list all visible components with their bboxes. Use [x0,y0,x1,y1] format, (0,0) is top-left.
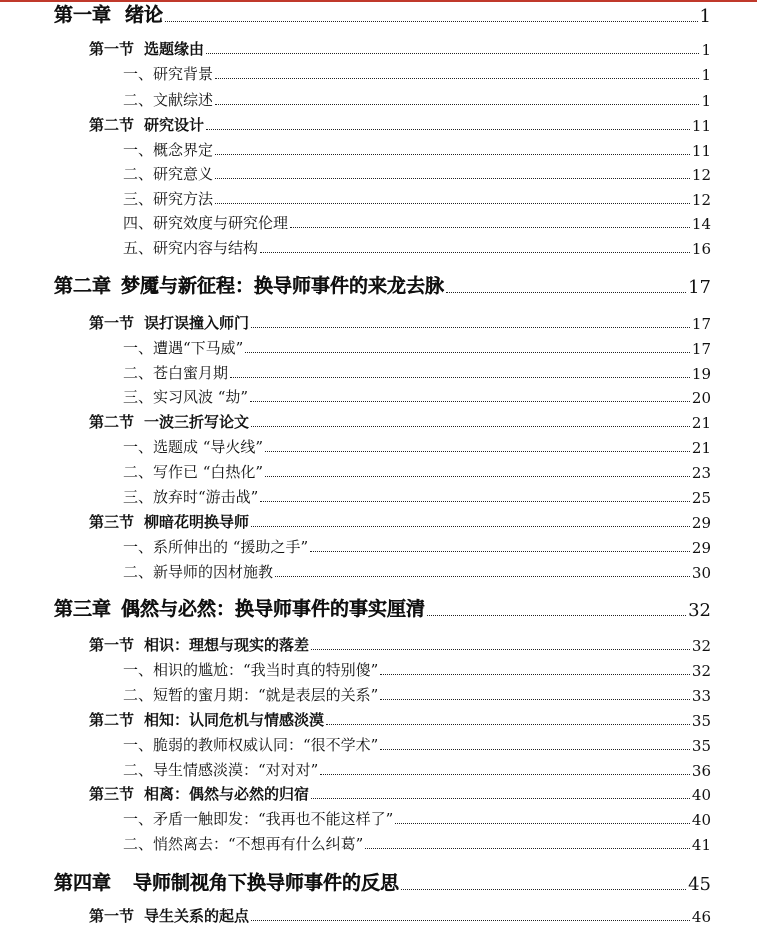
subsection-title: 一、系所伸出的 “援助之手” [123,538,309,556]
dot-leader [380,699,690,700]
subsection-title: 一、矛盾一触即发：“我再也不能这样了” [123,810,394,828]
page-number: 23 [691,464,711,482]
page-number: 11 [691,142,711,160]
dot-leader [215,178,690,179]
page-number: 33 [691,687,711,705]
page-number: 17 [691,340,711,358]
dot-leader [326,724,690,725]
toc-subsection[interactable] [0,185,757,209]
toc-section[interactable] [0,35,757,59]
toc-entry-title [89,634,309,655]
toc-subsection[interactable] [0,383,757,407]
subsection-title: 二、导生情感淡漠：“对对对” [123,761,319,779]
toc-subsection[interactable] [0,533,757,557]
page-number: 32 [688,600,711,621]
page-number: 17 [691,315,711,333]
page-number: 25 [691,489,711,507]
toc-subsection[interactable] [0,656,757,680]
toc-section[interactable] [0,408,757,432]
dot-leader [265,451,690,452]
subsection-title: 三、放弃时“游击战” [123,488,259,506]
page-number: 1 [699,6,711,27]
subsection-title: 二、文献综述 [123,91,214,109]
subsection-title: 一、概念界定 [123,141,214,159]
chapter-title: 梦魇与新征程：换导师事件的来龙去脉 [121,275,445,297]
chapter-title: 绪论 [125,4,164,26]
section-title: 相识：理想与现实的落差 [144,636,310,654]
dot-leader [380,674,690,675]
toc-section[interactable] [0,706,757,730]
subsection-title: 一、脆弱的教师权威认同：“很不学术” [123,736,379,754]
toc-subsection[interactable] [0,209,757,233]
toc-chapter-4[interactable] [0,865,757,895]
dot-leader [320,774,690,775]
toc-subsection[interactable] [0,558,757,582]
page-number: 40 [691,811,711,829]
toc-section[interactable] [0,508,757,532]
section-title: 一波三折写论文 [144,413,250,431]
dot-leader [311,649,690,650]
page-number: 30 [691,564,711,582]
page-number: 12 [691,191,711,209]
dot-leader [251,426,690,427]
dot-leader [230,377,690,378]
section-label: 第一节 [89,40,135,58]
page-number: 35 [691,712,711,730]
section-title: 相离：偶然与必然的归宿 [144,785,310,803]
subsection-title: 一、遭遇“下马威” [123,339,244,357]
toc-chapter-3[interactable] [0,591,757,621]
dot-leader [245,352,690,353]
page-number: 36 [691,762,711,780]
section-label: 第二节 [89,711,135,729]
dot-leader [446,292,686,293]
toc-subsection[interactable] [0,234,757,258]
page-number: 14 [691,215,711,233]
page-number: 35 [691,737,711,755]
toc-subsection[interactable] [0,756,757,780]
dot-leader [215,154,690,155]
chapter-label: 第一章 [54,4,112,26]
toc-subsection[interactable] [0,86,757,110]
section-title: 导生关系的起点 [144,907,250,925]
page-number: 11 [691,117,711,135]
subsection-title: 二、写作已 “白热化” [123,463,264,481]
page-number: 32 [691,662,711,680]
subsection-title: 三、实习风波 “劫” [123,388,249,406]
toc-subsection[interactable] [0,334,757,358]
toc-subsection[interactable] [0,731,757,755]
toc-subsection[interactable] [0,160,757,184]
toc-entry-title [89,905,249,926]
toc-subsection[interactable] [0,830,757,854]
chapter-title: 偶然与必然：换导师事件的事实厘清 [121,598,426,620]
dot-leader [206,53,699,54]
section-label: 第一节 [89,907,135,925]
toc-section[interactable] [0,309,757,333]
toc-subsection[interactable] [0,681,757,705]
dot-leader [265,476,690,477]
page-number: 21 [691,414,711,432]
subsection-title: 二、悄然离去：“不想再有什么纠葛” [123,835,364,853]
toc-entry-title [54,0,163,27]
dot-leader [251,526,690,527]
section-label: 第三节 [89,513,135,531]
dot-leader [365,848,690,849]
page-number: 29 [691,539,711,557]
toc-section[interactable] [0,780,757,804]
page-number: 1 [701,66,711,84]
dot-leader [260,501,690,502]
toc-subsection[interactable] [0,805,757,829]
toc-subsection[interactable] [0,483,757,507]
dot-leader [311,798,690,799]
page-number: 45 [688,874,711,895]
page-number: 32 [691,637,711,655]
section-label: 第一节 [89,314,135,332]
section-title: 相知：认同危机与情感淡漠 [144,711,325,729]
page-number: 1 [701,92,711,110]
chapter-label: 第四章 [54,872,112,894]
subsection-title: 二、苍白蜜月期 [123,364,229,382]
dot-leader [395,823,690,824]
page-number: 29 [691,514,711,532]
subsection-title: 四、研究效度与研究伦理 [123,214,289,232]
subsection-title: 一、研究背景 [123,65,214,83]
toc-entry-title [89,312,249,333]
dot-leader [260,252,690,253]
page-number: 21 [691,439,711,457]
page-number: 19 [691,365,711,383]
toc-subsection[interactable] [0,60,757,84]
page-number: 17 [688,277,711,298]
section-label: 第一节 [89,636,135,654]
page-number: 16 [691,240,711,258]
dot-leader [206,129,690,130]
page-number: 12 [691,166,711,184]
toc-section[interactable] [0,111,757,135]
dot-leader [275,576,690,577]
dot-leader [427,615,686,616]
dot-leader [290,227,690,228]
toc-entry-title [54,594,425,621]
section-title: 选题缘由 [144,40,205,58]
toc-subsection[interactable] [0,136,757,160]
section-title: 柳暗花明换导师 [144,513,250,531]
page-number: 41 [691,836,711,854]
section-title: 误打误撞入师门 [144,314,250,332]
toc-entry-title [54,271,444,298]
subsection-title: 二、新导师的因材施教 [123,563,274,581]
chapter-label: 第三章 [54,598,112,620]
page-number: 20 [691,389,711,407]
page-number: 40 [691,786,711,804]
dot-leader [380,749,690,750]
chapter-title: 导师制视角下换导师事件的反思 [133,872,400,894]
dot-leader [215,104,699,105]
toc-entry-title [54,868,399,895]
toc-entry-title [89,114,204,135]
dot-leader [215,78,699,79]
page-number: 1 [701,41,711,59]
toc-subsection[interactable] [0,359,757,383]
subsection-title: 一、选题成 “导火线” [123,438,264,456]
toc-section[interactable] [0,902,757,926]
section-label: 第三节 [89,785,135,803]
toc-chapter-2[interactable] [0,268,757,298]
toc-entry-title [89,783,309,804]
subsection-title: 三、研究方法 [123,190,214,208]
dot-leader [251,920,690,921]
toc-chapter-1[interactable] [0,0,757,27]
toc-entry-title [89,709,324,730]
toc-section[interactable] [0,631,757,655]
section-label: 第二节 [89,413,135,431]
chapter-label: 第二章 [54,275,112,297]
toc-entry-title [89,38,204,59]
subsection-title: 二、研究意义 [123,165,214,183]
subsection-title: 一、相识的尴尬：“我当时真的特别傻” [123,661,379,679]
toc-entry-title [89,411,249,432]
dot-leader [310,551,690,552]
toc-subsection[interactable] [0,433,757,457]
dot-leader [251,327,690,328]
subsection-title: 五、研究内容与结构 [123,239,259,257]
dot-leader [401,889,686,890]
section-title: 研究设计 [144,116,205,134]
subsection-title: 二、短暂的蜜月期：“就是表层的关系” [123,686,379,704]
dot-leader [165,21,698,22]
toc-entry-title [89,511,249,532]
dot-leader [250,401,690,402]
section-label: 第二节 [89,116,135,134]
page-number: 46 [691,908,711,926]
dot-leader [215,203,690,204]
toc-subsection[interactable] [0,458,757,482]
